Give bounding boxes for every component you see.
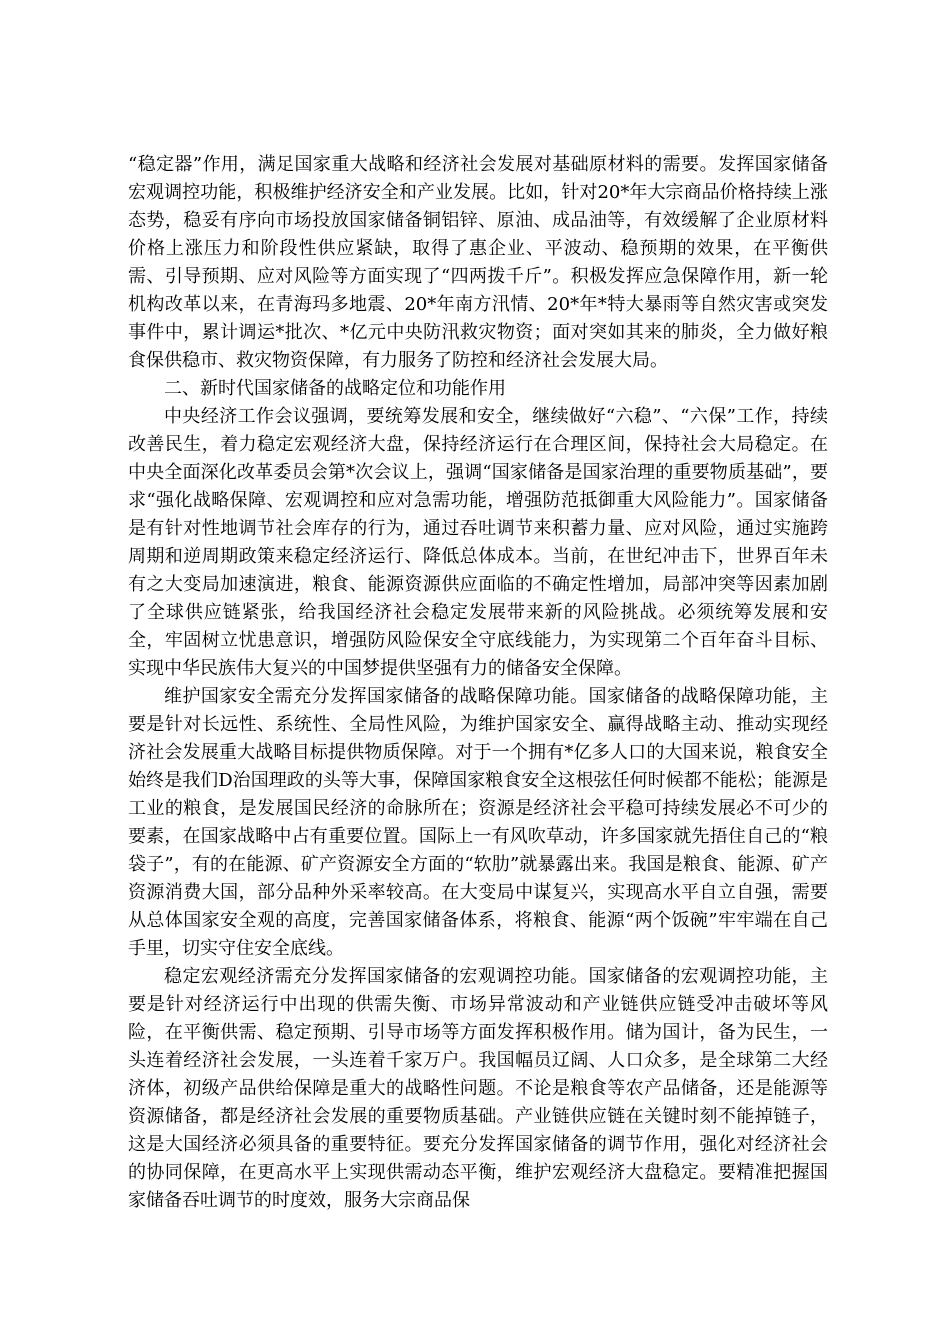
paragraph-continued: “稳定器”作用，满足国家重大战略和经济社会发展对基础原材料的需要。发挥国家储备宏观调控功能，积极维护经济安全和产业发展。比如，针对20*年大宗商品价格持续上涨态势，稳妥有序向市场投放国家储备铜铝锌、原油、成品油等，有效缓解了企业原材料价格上涨压力和阶段性供应紧缺，取得了惠企业、平波动、稳预期的效果，在平衡供需、引导预期、应对风险等方面实现了“四两拨千斤”。积极发挥应急保障作用，新一轮机构改革以来，在青海玛多地震、20*年南方汛情、20*年*特大暴雨等自然灾害或突发事件中，累计调运*批次、*亿元中央防汛救灾物资；面对突如其来的肺炎，全力做好粮食保供稳市、救灾物资保障，有力服务了防控和经济社会发展大局。 <box>128 154 828 371</box>
section-heading: 二、新时代国家储备的战略定位和功能作用 <box>164 378 506 399</box>
paragraph: 维护国家安全需充分发挥国家储备的战略保障功能。国家储备的战略保障功能，主要是针对长远性、系统性、全局性风险，为维护国家安全、赢得战略主动、推动实现经济社会发展重大战略目标提供物质保障。对于一个拥有*亿多人口的大国来说，粮食安全始终是我们D治国理政的头等大事，保障国家粮食安全这根弦任何时候都不能松；能源是工业的粮食，是发展国民经济的命脉所在；资源是经济社会平稳可持续发展必不可少的要素，在国家战略中占有重要位置。国际上一有风吹草动，许多国家就先捂住自己的“粮袋子”，有的在能源、矿产资源安全方面的“软肋”就暴露出来。我国是粮食、能源、矿产资源消费大国，部分品种外采率较高。在大变局中谋复兴，实现高水平自立自强，需要从总体国家安全观的高度，完善国家储备体系，将粮食、能源“两个饭碗”牢牢端在自己手里，切实守住安全底线。 <box>128 686 828 959</box>
paragraph: 稳定宏观经济需充分发挥国家储备的宏观调控功能。国家储备的宏观调控功能，主要是针对经济运行中出现的供需失衡、市场异常波动和产业链供应链受冲击破坏等风险，在平衡供需、稳定预期、引导市场等方面发挥积极作用。储为国计，备为民生，一头连着经济社会发展，一头连着千家万户。我国幅员辽阔、人口众多，是全球第二大经济体，初级产品供给保障是重大的战略性问题。不论是粮食等农产品储备，还是能源等资源储备，都是经济社会发展的重要物质基础。产业链供应链在关键时刻不能掉链子，这是大国经济必须具备的重要特征。要充分发挥国家储备的调节作用，强化对经济社会的协同保障，在更高水平上实现供需动态平衡，维护宏观经济大盘稳定。要精准把握国家储备吞吐调节的时度效，服务大宗商品保 <box>128 966 828 1211</box>
document-body <box>128 151 828 1215</box>
paragraph: 中央经济工作会议强调，要统筹发展和安全，继续做好“六稳”、“六保”工作，持续改善民生，着力稳定宏观经济大盘，保持经济运行在合理区间，保持社会大局稳定。在中央全面深化改革委员会第*次会议上，强调“国家储备是国家治理的重要物质基础”，要求“强化战略保障、宏观调控和应对急需功能，增强防范抵御重大风险能力”。国家储备是有针对性地调节社会库存的行为，通过吞吐调节来积蓄力量、应对风险，通过实施跨周期和逆周期政策来稳定经济运行、降低总体成本。当前，在世纪冲击下，世界百年未有之大变局加速演进，粮食、能源资源供应面临的不确定性增加，局部冲突等因素加剧了全球供应链紧张，给我国经济社会稳定发展带来新的风险挑战。必须统筹发展和安全，牢固树立忧患意识，增强防风险保安全守底线能力，为实现第二个百年奋斗目标、实现中华民族伟大复兴的中国梦提供坚强有力的储备安全保障。 <box>128 406 828 679</box>
